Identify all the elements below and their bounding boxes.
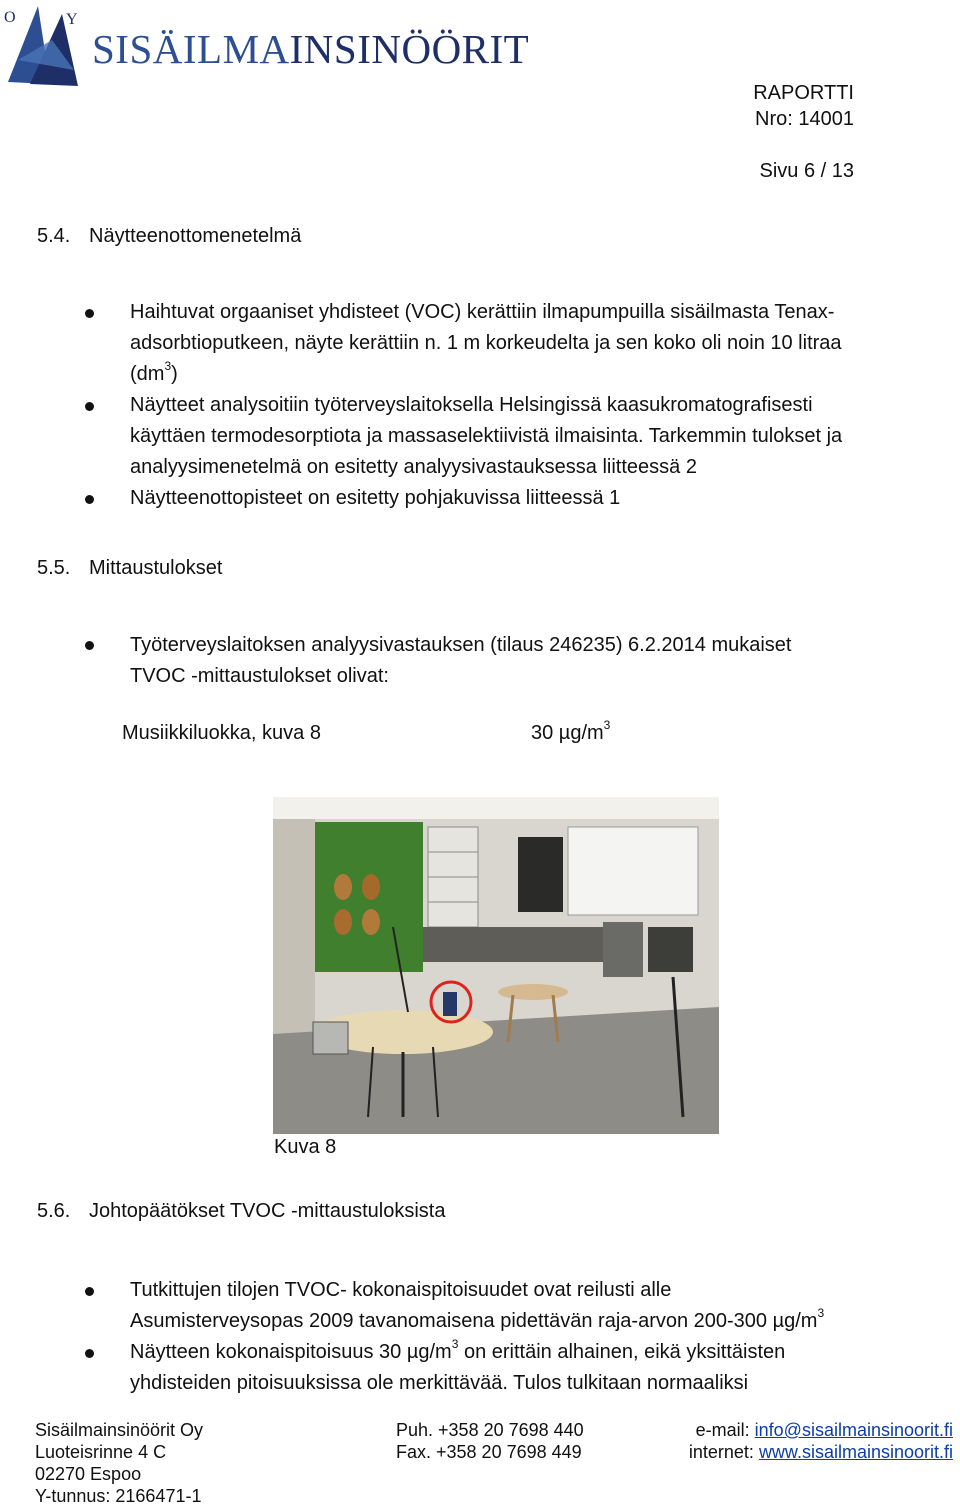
email-link[interactable]: info@sisailmainsinoorit.fi bbox=[754, 1420, 953, 1440]
text-line: yhdisteiden pitoisuuksissa ole merkittävää. Tulos tulkitaan normaaliksi bbox=[130, 1372, 749, 1394]
section-heading-5-4 bbox=[37, 223, 301, 249]
value-text: 30 µg/m bbox=[531, 722, 604, 744]
line-text: on erittäin alhainen, eikä yksittäisten bbox=[458, 1341, 786, 1363]
section-number: 5.5. bbox=[37, 557, 71, 579]
footer-web-label: internet: bbox=[688, 1442, 759, 1462]
bullet-text-results bbox=[130, 630, 930, 692]
logo-text-part2: INSINÖÖRIT bbox=[289, 26, 530, 72]
website-link[interactable]: www.sisailmainsinoorit.fi bbox=[758, 1442, 953, 1462]
result-label: Musiikkiluokka, kuva 8 bbox=[122, 722, 321, 744]
section-number: 5.4. bbox=[37, 225, 71, 247]
text-line bbox=[130, 1337, 930, 1368]
footer-company-name: Sisäilmainsinöörit Oy bbox=[35, 1420, 204, 1440]
bullet-icon bbox=[85, 641, 97, 653]
footer-email-label: e-mail: bbox=[695, 1420, 755, 1440]
text-line: Näytteenottopisteet on esitetty pohjakuvissa liitteessä 1 bbox=[130, 487, 621, 509]
bullet-icon bbox=[85, 1287, 97, 1299]
footer-phone: Puh. +358 20 7698 440 bbox=[396, 1420, 584, 1440]
text-line: TVOC -mittaustulokset olivat: bbox=[130, 665, 389, 687]
logo-wordmark bbox=[92, 26, 529, 72]
company-logo bbox=[0, 0, 545, 92]
footer-contact bbox=[396, 1419, 584, 1463]
text-line bbox=[130, 359, 930, 390]
bullet-text-analysis bbox=[130, 390, 930, 483]
section-title: Johtopäätökset TVOC -mittaustuloksista bbox=[89, 1200, 446, 1222]
logo-letter-y: Y bbox=[66, 11, 78, 28]
footer-city: 02270 Espoo bbox=[35, 1464, 142, 1484]
text-line: adsorbtioputkeen, näyte kerättiin n. 1 m korkeudelta ja sen koko oli noin 10 litraa bbox=[130, 332, 842, 354]
bullet-text-conclusion-1 bbox=[130, 1275, 930, 1337]
text-line: Tutkittujen tilojen TVOC- kokonaispitoisuudet ovat reilusti alle bbox=[130, 1279, 672, 1301]
footer-fax: Fax. +358 20 7698 449 bbox=[396, 1442, 582, 1462]
report-label: RAPORTTI bbox=[753, 82, 854, 104]
bullet-text-sampling bbox=[130, 297, 930, 390]
page-number: Sivu 6 / 13 bbox=[759, 160, 854, 182]
music-classroom-image bbox=[273, 797, 719, 1134]
unit-close: ) bbox=[171, 363, 178, 385]
footer-email-row bbox=[689, 1419, 953, 1441]
superscript: 3 bbox=[164, 359, 172, 374]
bullet-text-conclusion-2 bbox=[130, 1337, 930, 1399]
superscript: 3 bbox=[817, 1306, 825, 1321]
logo-letter-o: O bbox=[4, 9, 16, 26]
section-title: Näytteenottomenetelmä bbox=[89, 225, 302, 247]
section-heading-5-5 bbox=[37, 555, 222, 581]
logo-emblem-icon bbox=[0, 0, 100, 92]
line-text: Näytteen kokonaispitoisuus 30 µg/m bbox=[130, 1341, 452, 1363]
bullet-icon bbox=[85, 309, 97, 321]
text-line bbox=[130, 1306, 930, 1337]
text-line: Näytteet analysoitiin työterveyslaitoksella Helsingissä kaasukromatografisesti bbox=[130, 394, 813, 416]
text-line: Haihtuvat orgaaniset yhdisteet (VOC) kerättiin ilmapumpuilla sisäilmasta Tenax- bbox=[130, 301, 835, 323]
logo-text-part1: SISÄILMA bbox=[92, 26, 290, 72]
footer-business-id: Y-tunnus: 2166471-1 bbox=[35, 1486, 202, 1506]
bullet-icon bbox=[85, 495, 97, 507]
unit-text: (dm bbox=[130, 363, 165, 385]
result-value bbox=[531, 720, 610, 746]
footer-online bbox=[689, 1419, 953, 1463]
section-heading-5-6 bbox=[37, 1198, 445, 1224]
footer-street: Luoteisrinne 4 C bbox=[35, 1442, 167, 1462]
footer-company bbox=[35, 1419, 203, 1507]
text-line: käyttäen termodesorptiota ja massaselektiivistä ilmaisinta. Tarkemmin tulokset ja bbox=[130, 425, 843, 447]
footer-web-row bbox=[689, 1441, 953, 1463]
bullet-icon bbox=[85, 402, 97, 414]
figure-caption: Kuva 8 bbox=[274, 1136, 337, 1158]
superscript: 3 bbox=[451, 1337, 459, 1352]
text-line: Työterveyslaitoksen analyysivastauksen (tilaus 246235) 6.2.2014 mukaiset bbox=[130, 634, 792, 656]
line-text: Asumisterveysopas 2009 tavanomaisena pidettävän raja-arvon 200-300 µg/m bbox=[130, 1310, 818, 1332]
text-line: analyysimenetelmä on esitetty analyysivastauksessa liitteessä 2 bbox=[130, 456, 697, 478]
superscript: 3 bbox=[603, 718, 611, 733]
section-title: Mittaustulokset bbox=[89, 557, 223, 579]
bullet-text-sampling-points bbox=[130, 483, 930, 514]
bullet-icon bbox=[85, 1349, 97, 1361]
section-number: 5.6. bbox=[37, 1200, 71, 1222]
classroom-photo bbox=[273, 797, 719, 1134]
report-number: Nro: 14001 bbox=[755, 108, 854, 130]
